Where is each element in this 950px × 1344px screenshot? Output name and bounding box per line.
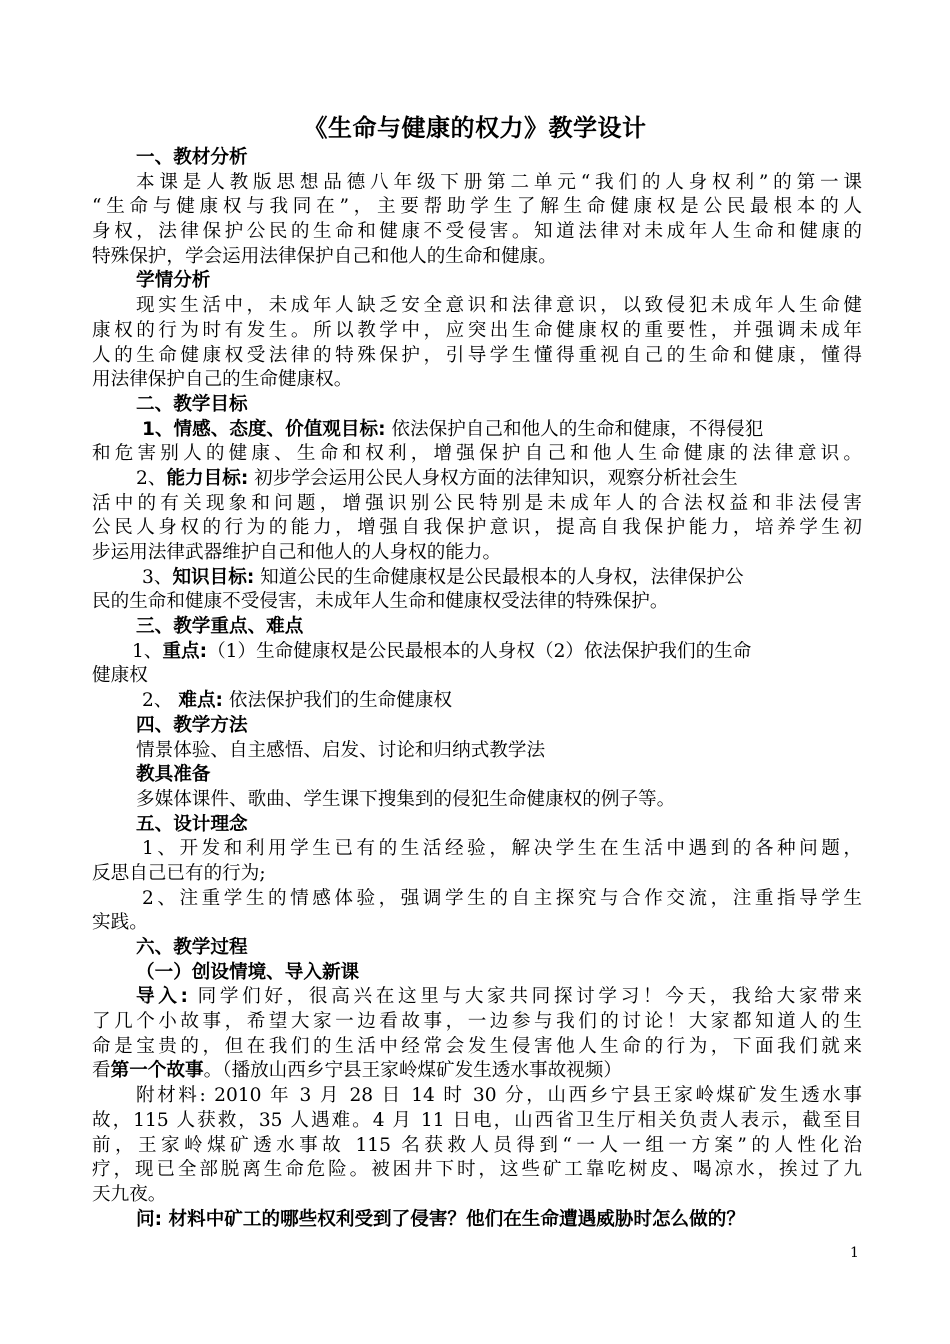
goal-text: 初步学会运用公民人身权方面的法律知识，观察分析社会生	[254, 467, 738, 489]
paragraph-line: 步运用法律武器维护自己和他人的人身权的能力。	[92, 542, 502, 563]
goal-number: 3、	[142, 566, 173, 588]
paragraph-line: 和危害别人的健康、生命和权利，增强保护自己和他人生命健康的法律意识。	[92, 443, 862, 465]
intro-line	[92, 985, 862, 1010]
goal-label: 能力目标:	[166, 467, 249, 489]
material-line: 附材料: 2010 年 3 月 28 日 14 时 30 分，山西乡宁县王家岭煤矿发生透水事	[136, 1085, 862, 1107]
paragraph-line: “生命与健康权与我同在”，主要帮助学生了解生命健康权是公民最根本的人	[92, 196, 862, 218]
paragraph-line	[92, 1059, 862, 1084]
keypoint-text: （1）生命健康权是公民最根本的人身权（2）依法保护我们的生命	[207, 640, 752, 662]
paragraph-line: 健康权	[92, 665, 148, 687]
keypoint-line	[92, 640, 862, 665]
goal-text: 知道公民的生命健康权是公民最根本的人身权，法律保护公	[260, 566, 744, 588]
paragraph-line: 本课是人教版思想品德八年级下册第二单元“我们的人身权利”的第一课	[136, 171, 862, 193]
text-run: 看	[92, 1060, 111, 1082]
goal-number: 2、	[136, 467, 167, 489]
section-heading: 三、教学重点、难点	[136, 616, 304, 638]
paragraph-line: 用法律保护自己的生命健康权。	[92, 369, 353, 391]
paragraph-line: 命是宝贵的，但在我们的生活中经常会发生侵害他人生命的行为，下面我们就来	[92, 1035, 862, 1057]
goal-line	[92, 418, 862, 443]
goal-line	[92, 467, 862, 492]
goal-label: 1、情感、态度、价值观目标:	[142, 418, 386, 440]
goal-label: 知识目标:	[172, 566, 255, 588]
paragraph-line: 康权的行为时有发生。所以教学中，应突出生命健康权的重要性，并强调未成年	[92, 319, 862, 341]
keypoint-label: 难点:	[178, 690, 223, 712]
keypoint-text: 依法保护我们的生命健康权	[228, 690, 453, 712]
keypoint-number: 1、	[132, 640, 163, 662]
paragraph-line: 了几个小故事，希望大家一边看故事，一边参与我们的讨论！大家都知道人的生	[92, 1011, 862, 1033]
section-heading: 学情分析	[136, 270, 211, 292]
page-number: 1	[850, 1245, 859, 1261]
goal-line	[92, 566, 862, 591]
question-line: 问: 材料中矿工的哪些权利受到了侵害？他们在生命遭遇威胁时怎么做的？	[136, 1208, 745, 1230]
text-run: 。（播放山西乡宁县王家岭煤矿发生透水事故视频）	[203, 1060, 622, 1082]
section-heading: 四、教学方法	[136, 714, 248, 736]
intro-text: 同学们好，很高兴在这里与大家共同探讨学习！今天，我给大家带来	[197, 986, 862, 1008]
paragraph-line: 1、开发和利用学生已有的生活经验，解决学生在生活中遇到的各种问题，	[142, 838, 862, 860]
paragraph-line: 2、注重学生的情感体验，强调学生的自主探究与合作交流，注重指导学生	[142, 887, 862, 909]
document-body	[92, 146, 862, 1232]
paragraph-line: 反思自己已有的行为;	[92, 862, 266, 884]
material-line: 疗，现已全部脱离生命危险。被困井下时，这些矿工靠吃树皮、喝凉水，挨过了九	[92, 1159, 862, 1181]
paragraph-line: 现实生活中，未成年人缺乏安全意识和法律意识，以致侵犯未成年人生命健	[136, 295, 862, 317]
document-title: 《生命与健康的权力》教学设计	[303, 114, 647, 142]
paragraph-line: 多媒体课件、歌曲、学生课下搜集到的侵犯生命健康权的例子等。	[136, 788, 676, 810]
section-heading: 教具准备	[136, 764, 211, 786]
material-line: 天九夜。	[92, 1183, 167, 1205]
keypoint-line	[92, 689, 862, 714]
paragraph-line: 公民人身权的行为的能力，增强自我保护意识，提高自我保护能力，培养学生初	[92, 517, 862, 539]
keypoint-label: 重点:	[162, 640, 208, 662]
section-heading: 五、设计理念	[136, 813, 248, 835]
paragraph-line: 特殊保护，学会运用法律保护自己和他人的生命和健康。	[92, 245, 557, 267]
emphasis-text: 第一个故事	[110, 1060, 204, 1082]
paragraph-line: 身权，法律保护公民的生命和健康不受侵害。知道法律对未成年人生命和健康的	[92, 221, 862, 243]
material-line: 前，王家岭煤矿透水事故 115 名获救人员得到“一人一组一方案”的人性化治	[92, 1134, 862, 1156]
intro-label: 导入:	[136, 986, 188, 1008]
paragraph-line: 人的生命健康权受法律的特殊保护，引导学生懂得重视自己的生命和健康，懂得	[92, 344, 862, 366]
goal-text: 依法保护自己和他人的生命和健康，不得侵犯	[391, 418, 764, 440]
subsection-heading: （一）创设情境、导入新课	[136, 961, 360, 983]
paragraph-line: 民的生命和健康不受侵害，未成年人生命和健康权受法律的特殊保护。	[92, 591, 669, 613]
section-heading: 六、教学过程	[136, 937, 248, 958]
section-heading: 二、教学目标	[136, 393, 248, 415]
paragraph-line: 实践。	[92, 912, 148, 934]
material-line: 故，115 人获救，35 人遇难。4 月 11 日电，山西省卫生厅相关负责人表示，截至目	[92, 1109, 862, 1131]
keypoint-number: 2、	[142, 690, 173, 712]
section-heading: 一、教材分析	[136, 147, 248, 168]
paragraph-line: 情景体验、自主感悟、启发、讨论和归纳式教学法	[136, 739, 546, 761]
paragraph-line: 活中的有关现象和问题，增强识别公民特别是未成年人的合法权益和非法侵害	[92, 492, 862, 514]
